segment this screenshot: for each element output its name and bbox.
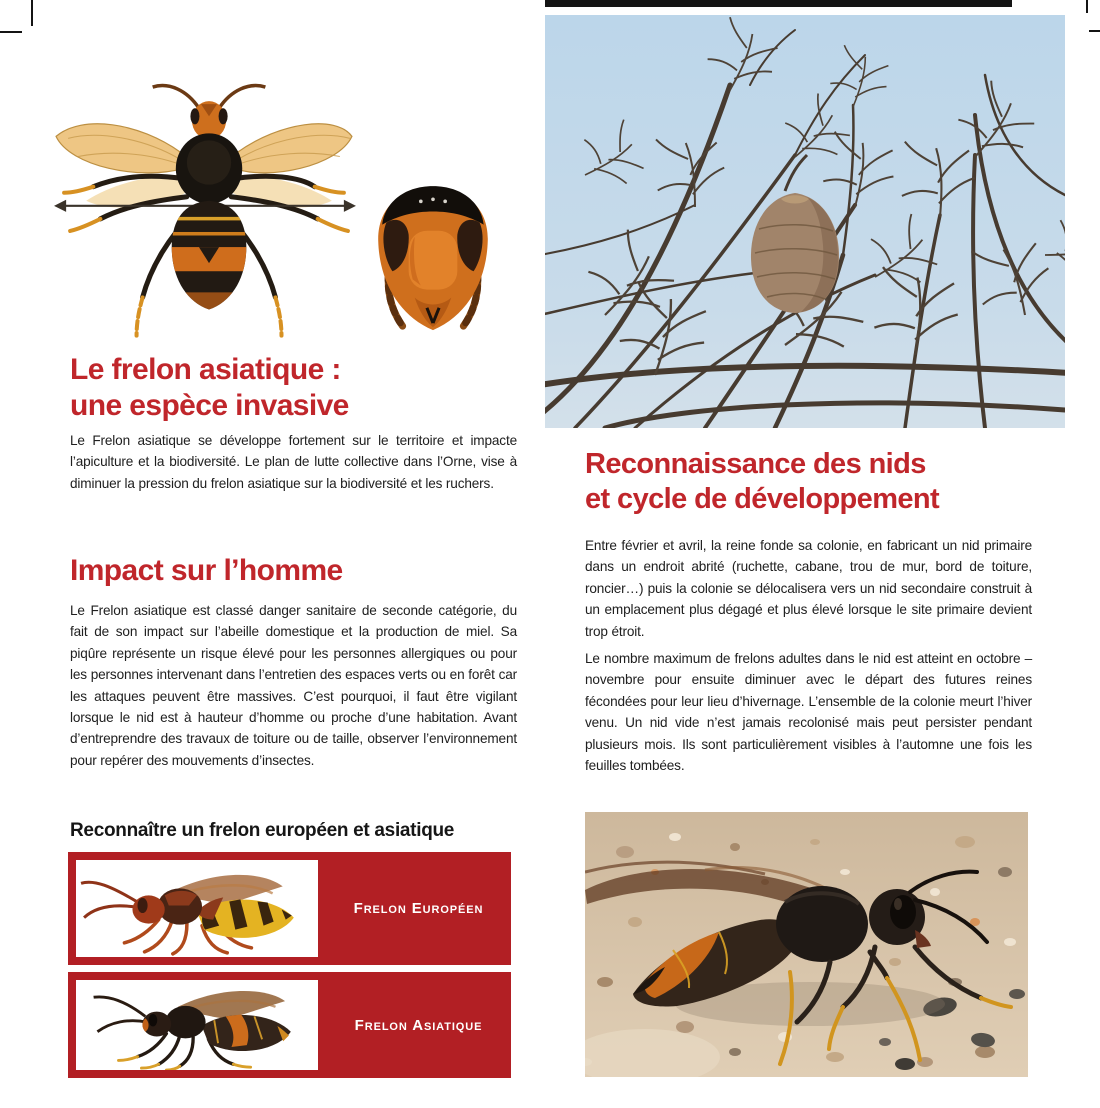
compare-heading: Reconnaître un frelon européen et asiatique [70,820,455,841]
impact-paragraph: Le Frelon asiatique est classé danger sanitaire de seconde catégorie, du fait de son impact sur l’abeille domestique et la production de miel. Sa piqûre représente un risque élevé pour les personnes allergiques ou pour les personnes intervenant dans l’entretien des espaces verts ou en forêt car les attaques peuvent être massives. C’est pourquoi, il faut être vigilant lorsque le nid est à hauteur d’homme ou proche d’une habitation. Avant d’entreprendre des travaux de toiture ou de taille, observer l’environnement pour repérer des mouvements d’insectes. [70,603,517,768]
european-hornet-photo [76,860,318,957]
nids-paragraph-1: Entre février et avril, la reine fonde sa colonie, en fabricant un nid primaire dans un endroit abrité (ruchette, cabane, trou de mur, bord de toiture, roncier…) puis la colonie se délocalisera vers un nid secondaire construit à un emplacement plus dégagé et plus élevé lorsque le site primaire devient trop étroit. [585,538,1032,639]
asian-hornet-top-illustration [48,78,360,348]
hornet-card-asian [68,972,511,1078]
hornet-card-label: Frelon Asiatique [354,1016,483,1034]
asian-hornet-head-illustration [362,178,504,350]
european-hornet-image [76,860,318,957]
intro-heading-line1: Le frelon asiatique : [70,353,341,386]
hornet-card-label: Frelon Européen [353,900,484,917]
nids-heading-line2: et cycle de développement [585,483,940,515]
impact-heading: Impact sur l’homme [70,554,343,587]
crop-mark [1086,0,1088,13]
nest-in-tree-image [545,15,1065,428]
crop-mark [31,0,33,26]
intro-heading [70,352,530,424]
intro-paragraph: Le Frelon asiatique se développe fortement sur le territoire et impacte l’apiculture et la biodiversité. Le plan de lutte collective dans l’Orne, vise à diminuer la pression du frelon asiatique sur la biodiversité et les ruchers. [70,433,517,491]
nids-paragraph-2: Le nombre maximum de frelons adultes dans le nid est atteint en octobre – novembre pour ensuite diminuer avec le départ des futures reines fécondées pour leur lieu d’hivernage. L’ensemble de la colonie meurt l’hiver venu. Un nid vide n’est jamais recolonisé mais peut persister pendant plusieurs mois. Ils sont particulièrement visibles à l’automne une fois les feuilles tombées. [585,651,1032,774]
nids-heading-line1: Reconnaissance des nids [585,448,926,480]
hornet-card-european [68,852,511,965]
crop-mark [0,31,22,33]
asian-hornet-top-view-image [48,78,360,348]
nest-photo [545,15,1065,428]
asian-hornet-photo [76,980,318,1070]
top-edge-bar [545,0,1012,7]
crop-mark [1089,30,1100,32]
intro-heading-line2: une espèce invasive [70,389,349,422]
asian-hornet-head-image [362,178,504,348]
hornet-closeup-photo [585,812,1028,1077]
asian-hornet-closeup-image [585,812,1028,1077]
asian-hornet-image [76,980,318,1070]
nids-heading [585,447,1055,517]
